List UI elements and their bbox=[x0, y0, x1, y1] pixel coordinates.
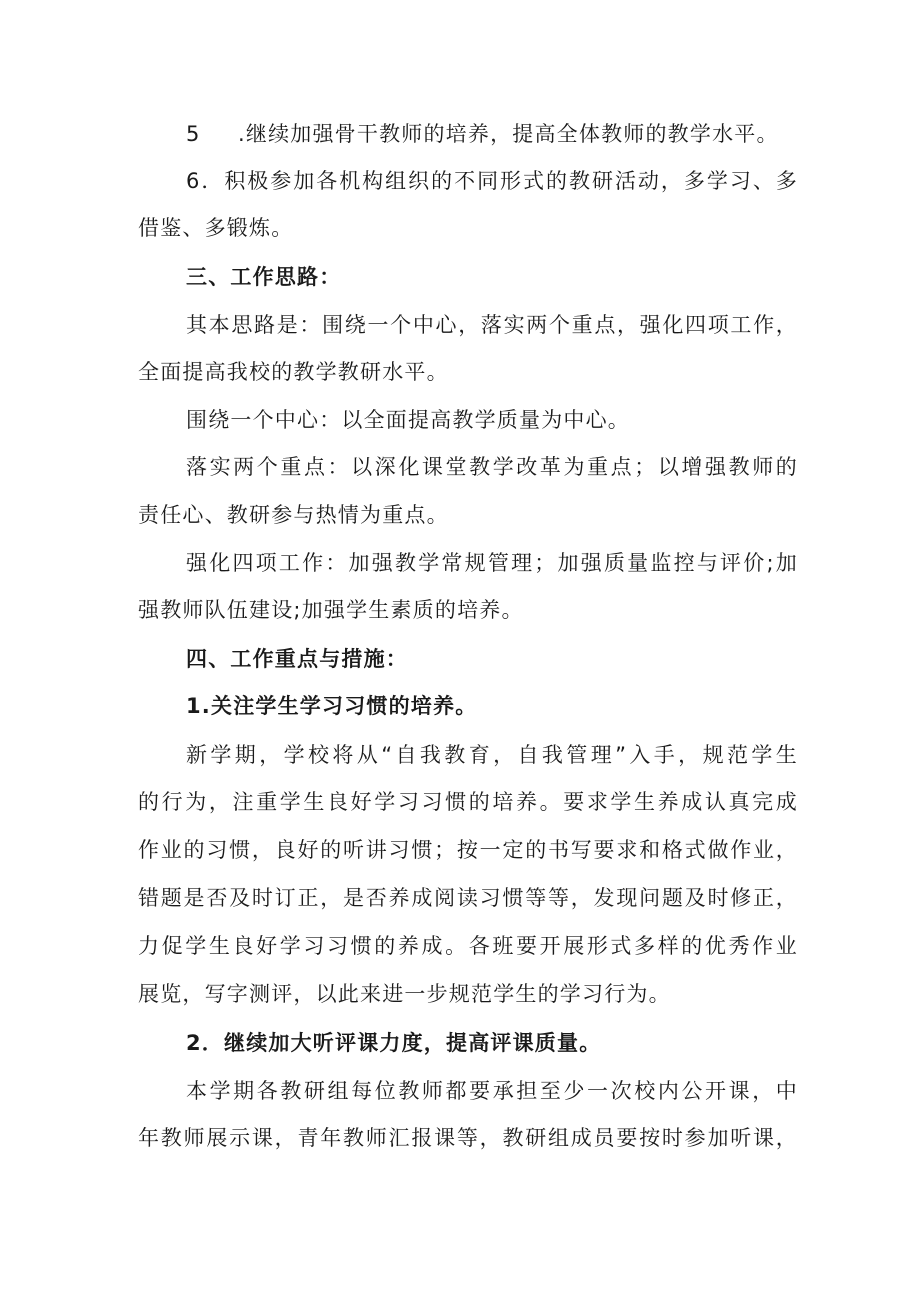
paragraph-line: 全面提高我校的教学教研水平。 bbox=[138, 360, 449, 384]
section-heading-3: 三、工作思路： bbox=[186, 265, 342, 289]
section-heading-4: 四、工作重点与措施： bbox=[186, 647, 408, 671]
paragraph-line: 力促学生良好学习习惯的养成。各班要开展形式多样的优秀作业 bbox=[138, 934, 798, 958]
list-item-6-line-2: 借鉴、多锻炼。 bbox=[138, 216, 294, 240]
paragraph-line: 的行为，注重学生良好学习习惯的培养。要求学生养成认真完成 bbox=[138, 790, 798, 814]
measure-heading-2: 2．继续加大听评课力度，提高评课质量。 bbox=[186, 1031, 602, 1055]
paragraph-line: 围绕一个中心：以全面提高教学质量为中心。 bbox=[186, 408, 630, 432]
paragraph-line: 年教师展示课，青年教师汇报课等，教研组成员要按时参加听课， bbox=[138, 1126, 798, 1150]
list-item-5 bbox=[186, 114, 798, 154]
paragraph-line: 作业的习惯，良好的听讲习惯；按一定的书写要求和格式做作业， bbox=[138, 838, 798, 862]
measure-heading-1: 1.关注学生学习习惯的培养。 bbox=[186, 694, 478, 718]
paragraph-line: 本学期各教研组每位教师都要承担至少一次校内公开课，中 bbox=[186, 1079, 798, 1103]
paragraph-line: 责任心、教研参与热情为重点。 bbox=[138, 503, 449, 527]
paragraph-line: 强化四项工作：加强教学常规管理；加强质量监控与评价;加 bbox=[186, 551, 798, 575]
list-item-text: .继续加强骨干教师的培养，提高全体教师的教学水平。 bbox=[238, 122, 779, 146]
paragraph-line: 新学期，学校将从“自我教育，自我管理”入手，规范学生 bbox=[186, 743, 798, 767]
paragraph-line: 其本思路是：围绕一个中心，落实两个重点，强化四项工作， bbox=[186, 313, 798, 337]
paragraph-line: 展览，写字测评，以此来进一步规范学生的学习行为。 bbox=[138, 982, 671, 1006]
list-item-6-line-1: 6．积极参加各机构组织的不同形式的教研活动，多学习、多 bbox=[186, 169, 798, 193]
paragraph-line: 落实两个重点：以深化课堂教学改革为重点；以增强教师的 bbox=[186, 455, 798, 479]
paragraph-line: 错题是否及时订正，是否养成阅读习惯等等，发现问题及时修正， bbox=[138, 886, 798, 910]
list-item-number: 5 bbox=[186, 122, 201, 146]
paragraph-line: 强教师队伍建设;加强学生素质的培养。 bbox=[138, 598, 524, 622]
